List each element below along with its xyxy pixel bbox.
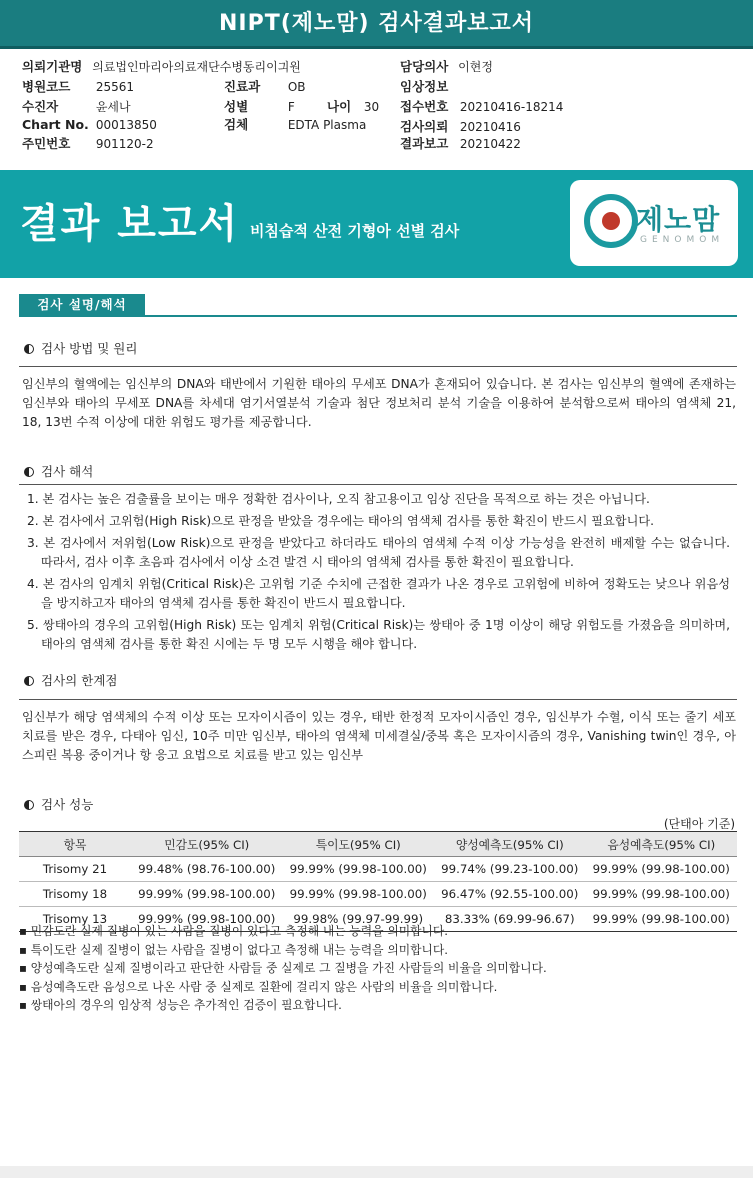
note-item: ▪ 음성예측도란 음성으로 나온 사람 중 실제로 질환에 걸리지 않은 사람의 비율을 의미합니다. [19,979,498,994]
half-circle-bullet-icon [24,467,34,477]
info-doctor: 담당의사 이현정 [400,59,493,74]
interpretation-item: 1. 본 검사는 높은 검출률을 보이는 매우 정확한 검사이나, 오직 참고용이고 임상 진단을 목적으로 하는 것은 아닙니다. [27,492,650,506]
banner-subtitle: 비침습적 산전 기형아 선별 검사 [250,222,460,240]
table-cell: Trisomy 18 [19,882,131,907]
method-rule [19,366,737,367]
page-footer-strip [0,1166,753,1178]
half-circle-bullet-icon [24,800,34,810]
info-chart-no: Chart No. 00013850 [22,117,157,132]
genomom-logo [570,180,738,266]
report-title-bar [0,0,753,49]
half-circle-bullet-icon [24,676,34,686]
column-header: 민감도(95% CI) [131,832,283,857]
section-tab: 검사 설명/해석 [19,294,145,316]
note-item: ▪ 민감도란 실제 질병이 있는 사람을 질병이 있다고 측정해 내는 능력을 의미합니다. [19,924,449,938]
limitations-heading: 검사의 한계점 [24,671,117,689]
section-divider [19,315,737,317]
table-cell: 99.99% (99.98-100.00) [586,882,738,907]
column-header: 항목 [19,832,131,857]
limitations-text: 임신부가 해당 염색체의 수적 이상 또는 모자이시즘이 있는 경우, 태반 한정적 모자이시즘인 경우, 임신부가 수혈, 이식 또는 줄기 세포 치료를 받은 경우, 다태아 임신, 10주 미만 임신부, 태아의 염색체 미세결실/중복 혹은 모자이시즘의 경우, Vanishing twin인 경우, 아스피린 복용 중이거나 항 응고 요법으로 치료를 받고 있는 임신부 [22,710,736,762]
half-circle-bullet-icon [24,344,34,354]
info-request-date: 검사의뢰 20210416 [400,119,521,134]
performance-heading: 검사 성능 [24,795,93,813]
report-title: NIPT(제노맘) 검사결과보고서 [218,11,535,36]
limitations-rule [19,699,737,700]
method-text: 임신부의 혈액에는 임신부의 DNA와 태반에서 기원한 태아의 무세포 DNA가 혼재되어 있습니다. 본 검사는 임신부의 혈액에 존재하는 임신부와 태아의 무세포 DNA를 차세대 염기서열분석 기술과 첨단 정보처리 분석 기술을 이용하여 분석함으로써 태아의 염색체 21, 18, 13번 수적 이상에 대한 위험도 평가를 제공합니다. [22,377,736,429]
info-hospital-code: 병원코드 25561 [22,79,135,94]
performance-unit-note: (단태아 기준) [663,817,735,831]
interpretation-rule [19,484,737,485]
table-cell: Trisomy 13 [19,907,131,932]
info-sex: 성별 F [224,99,295,114]
column-header: 음성예측도(95% CI) [586,832,738,857]
column-header: 양성예측도(95% CI) [434,832,586,857]
table-cell: 99.48% (98.76-100.00) [131,857,283,882]
info-age: 나이 30 [327,99,380,114]
logo-subtitle: GENOMOM [640,235,725,245]
info-resident-no: 주민번호 901120-2 [22,136,154,151]
logo-emblem-icon [584,194,638,248]
table-cell: 99.99% (99.98-100.00) [283,882,435,907]
logo-emblem-center [602,212,620,230]
table-cell: Trisomy 21 [19,857,131,882]
table-header-row [19,832,737,857]
table-cell: 99.99% (99.98-100.00) [131,907,283,932]
info-report-date: 결과보고 20210422 [400,136,521,151]
table-cell: 99.98% (99.97-99.99) [283,907,435,932]
interpretation-item: 4. 본 검사의 임계치 위험(Critical Risk)은 고위험 기준 수치에 근접한 결과가 나온 경우로 고위험에 비하여 정확도는 낮으나 위음성을 방지하고자 태아의 염색체 검사를 통한 확진이 반드시 필요합니다. [27,577,730,610]
table-cell: 96.47% (92.55-100.00) [434,882,586,907]
table-cell: 99.99% (99.98-100.00) [586,857,738,882]
performance-table [19,831,737,932]
info-department: 진료과 OB [224,79,306,94]
interpretation-list [25,490,730,654]
table-cell: 99.99% (99.98-100.00) [131,882,283,907]
table-row [19,882,737,907]
logo-name: 제노맘 [636,203,721,236]
info-receipt-no: 접수번호 20210416-18214 [400,99,564,114]
table-cell: 99.99% (99.98-100.00) [283,857,435,882]
table-cell: 99.99% (99.98-100.00) [586,907,738,932]
column-header: 특이도(95% CI) [283,832,435,857]
table-cell: 83.33% (69.99-96.67) [434,907,586,932]
info-institution: 의뢰기관명 의료법인마리아의료재단수병동리이긔원 [22,59,301,74]
info-clinical: 임상정보 [400,79,449,94]
note-item: ▪ 특이도란 실제 질병이 없는 사람을 질병이 없다고 측정해 내는 능력을 의미합니다. [19,942,449,957]
note-item: ▪ 쌍태아의 경우의 임상적 성능은 추가적인 검증이 필요합니다. [19,998,342,1012]
interpretation-item: 3. 본 검사에서 저위험(Low Risk)으로 판정을 받았다고 하더라도 태아의 염색체 수적 이상 가능성을 완전히 배제할 수는 없습니다. 따라서, 검사 이후 초음파 검사에서 이상 소견 발견 시 태아의 염색체 검사를 통한 확진이 필요합니다. [27,536,730,569]
result-banner [0,170,753,278]
method-heading: 검사 방법 및 원리 [24,339,137,357]
performance-notes [19,922,547,1015]
info-patient: 수진자 윤세나 [22,99,131,114]
note-item: ▪ 양성예측도란 실제 질병이라고 판단한 사람들 중 실제로 그 질병을 가진 사람들의 비율을 의미합니다. [19,961,547,975]
interpretation-heading: 검사 해석 [24,462,93,480]
table-row [19,857,737,882]
interpretation-item: 2. 본 검사에서 고위험(High Risk)으로 판정을 받았을 경우에는 태아의 염색체 검사를 통한 확진이 반드시 필요합니다. [27,514,654,528]
interpretation-item: 5. 쌍태아의 경우의 고위험(High Risk) 또는 임계치 위험(Critical Risk)는 쌍태아 중 1명 이상이 해당 위험도를 가졌음을 의미하며, 태아의 염색체 검사를 통한 확진 시에는 두 명 모두 시행을 해야 합니다. [27,618,730,651]
table-cell: 99.74% (99.23-100.00) [434,857,586,882]
info-specimen: 검체 EDTA Plasma [224,117,367,132]
banner-title: 결과 보고서 [20,201,240,247]
